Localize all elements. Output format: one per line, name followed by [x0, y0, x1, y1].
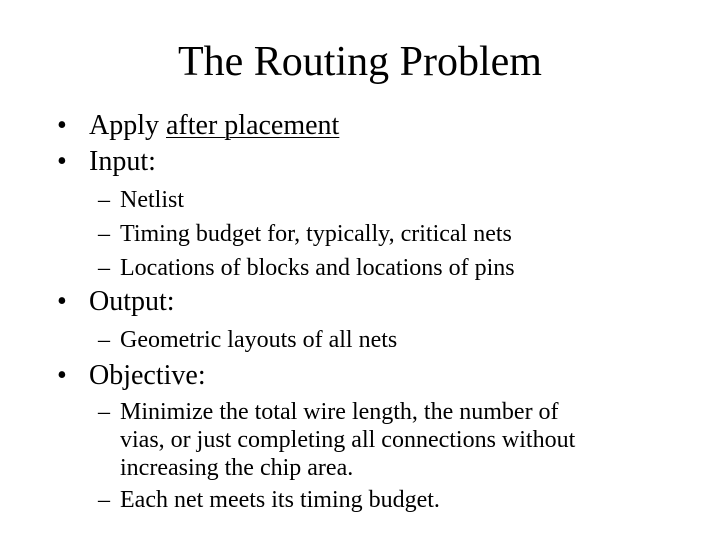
- dash-marker: –: [98, 255, 110, 281]
- bullet-marker: •: [57, 360, 67, 391]
- objective-item-text: Each net meets its timing budget.: [120, 487, 440, 513]
- bullet-marker: •: [57, 110, 67, 141]
- output-item-layouts: [98, 326, 397, 354]
- dash-marker: –: [98, 487, 110, 513]
- dash-marker: –: [98, 187, 110, 213]
- objective-line: Minimize the total wire length, the number of: [120, 399, 559, 425]
- after-placement-text: after placement: [166, 110, 340, 141]
- output-item-text: Geometric layouts of all nets: [120, 327, 398, 353]
- dash-marker: –: [98, 221, 110, 247]
- input-label: Input:: [89, 146, 156, 177]
- dash-marker: –: [98, 327, 110, 353]
- input-item-locations: [98, 254, 515, 282]
- objective-item-minimize: [98, 398, 559, 426]
- input-item-netlist: [98, 186, 184, 214]
- objective-line: increasing the chip area.: [120, 455, 354, 481]
- input-item-text: Locations of blocks and locations of pins: [120, 255, 515, 281]
- input-item-text: Netlist: [120, 187, 184, 213]
- objective-line: vias, or just completing all connections without: [120, 427, 576, 453]
- dash-marker: –: [98, 399, 110, 425]
- bullet-objective: [57, 360, 206, 392]
- bullet-apply: [57, 110, 339, 142]
- slide-title: The Routing Problem: [178, 39, 542, 85]
- objective-item-timing: [98, 486, 440, 514]
- input-item-text: Timing budget for, typically, critical nets: [120, 221, 512, 247]
- bullet-output: [57, 286, 175, 318]
- apply-prefix: Apply: [89, 110, 166, 141]
- bullet-marker: •: [57, 286, 67, 317]
- bullet-input: [57, 146, 156, 178]
- bullet-marker: •: [57, 146, 67, 177]
- objective-label: Objective:: [89, 360, 206, 391]
- output-label: Output:: [89, 286, 175, 317]
- input-item-timing: [98, 220, 512, 248]
